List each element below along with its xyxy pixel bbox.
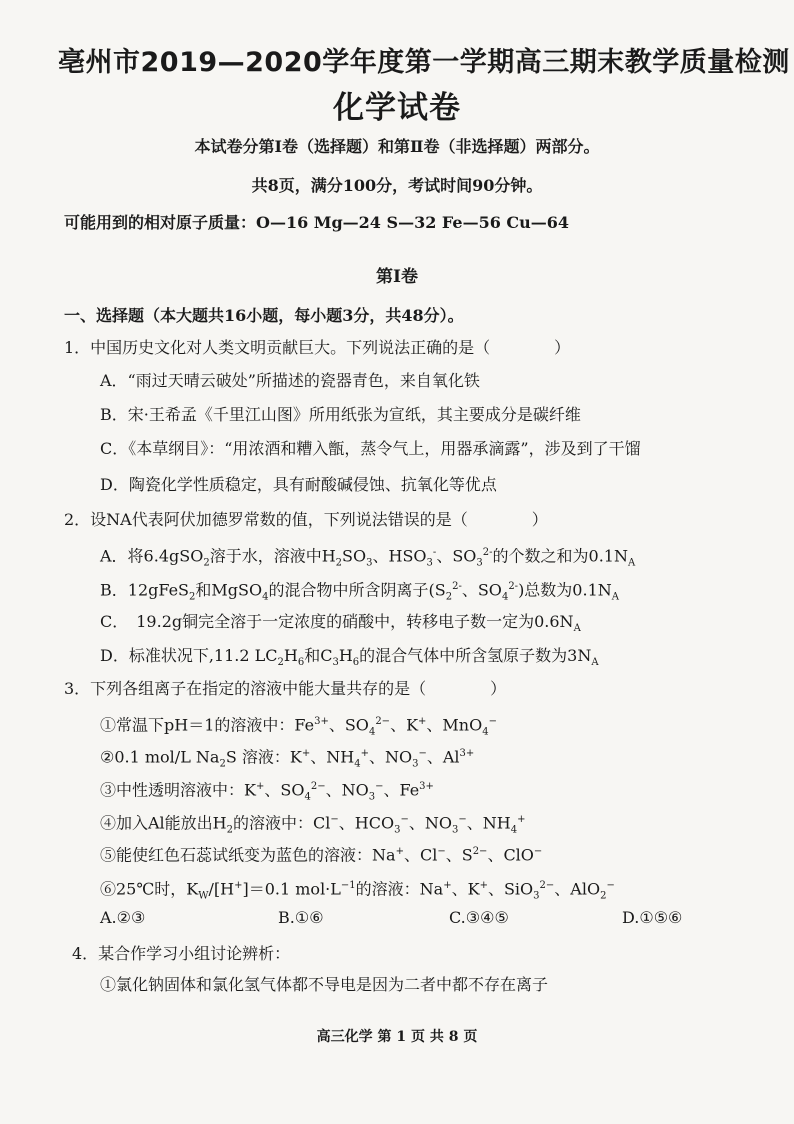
q3-choice-a: A.②③ <box>100 908 146 927</box>
q1-option-c: C．《本草纲目》：“用浓酒和糟入甑，蒸令气上，用器承滴露”，涉及到了干馏 <box>100 439 641 458</box>
q2-option-a: A．将6.4gSO$_2$溶于水，溶液中$H_2SO_3$、$HSO_3^-$、$SO_3^{2-}$的个数之和为$0.1N_A$ <box>100 546 636 569</box>
q4-stem: 4．某合作学习小组讨论辨析： <box>72 944 291 963</box>
q3-item-5: ⑤能使红色石蕊试纸变为蓝色的溶液：Na+、Cl−、$S^{2-}$、ClO− <box>100 845 543 865</box>
q4-item-1: ①氯化钠固体和氯化氢气体都不导电是因为二者中都不存在离子 <box>100 975 549 994</box>
exam-subtitle: 化学试卷 <box>333 90 461 126</box>
q3-stem: 3．下列各组离子在指定的溶液中能大量共存的是（ ） <box>64 679 507 698</box>
q3-item-6: ⑥25℃时，$K_W/[H^+]=0.1$ $mol\cdot L^{-1}$的溶液：Na+、K+、SiO$_3^{2-}$、AlO$_2$− <box>100 879 615 902</box>
intro-line-2: 共8页，满分100分，考试时间90分钟。 <box>251 176 543 195</box>
q2-option-d: D．标准状况下,11.2 $LC_2H_6$和$C_3H_6$的混合气体中所含氢原子数为$3N_A$ <box>100 646 599 669</box>
q2-stem: 2．设NA代表阿伏加德罗常数的值，下列说法错误的是（ ） <box>64 510 548 529</box>
q2-option-c: C． 19.2g铜完全溶于一定浓度的硝酸中，转移电子数一定为$0.6N_A$ <box>100 612 581 635</box>
page-footer: 高三化学 第 1 页 共 8 页 <box>316 1029 478 1045</box>
q3-choice-c: C.③④⑤ <box>449 908 509 927</box>
q3-item-3: ③中性透明溶液中：K+、$SO_4^{2-}$、$NO_3^-$、$Fe^{3+}$ <box>100 780 434 803</box>
q1-stem: 1．中国历史文化对人类文明贡献巨大。下列说法正确的是（ ） <box>64 338 571 357</box>
q1-option-b: B．宋·王希孟《千里江山图》所用纸张为宣纸，其主要成分是碳纤维 <box>100 405 581 424</box>
q1-option-a: A．“雨过天晴云破处”所描述的瓷器青色，来自氧化铁 <box>100 371 480 390</box>
atomic-masses: 可能用到的相对原子质量：O—16 Mg—24 S—32 Fe—56 Cu—64 <box>64 213 570 232</box>
q2-option-b: B．12gFeS$_2$和MgSO$_4$的混合物中所含阴离子($S_2^{2-}$、$SO_4^{2-}$)总数为$0.1N_A$ <box>100 580 619 603</box>
q3-choice-d: D.①⑤⑥ <box>622 908 683 927</box>
volume-heading: 第Ⅰ卷 <box>376 267 418 287</box>
q3-choice-b: B.①⑥ <box>278 908 324 927</box>
section-heading: 一、选择题（本大题共16小题，每小题3分，共48分）。 <box>64 306 464 325</box>
q1-option-d: D．陶瓷化学性质稳定，具有耐酸碱侵蚀、抗氧化等优点 <box>100 475 497 494</box>
q3-item-2: ②0.1 mol/L $Na_2S$ 溶液：K+、$NH_4^+$、$NO_3^-$、$Al^{3+}$ <box>100 747 475 770</box>
exam-title: 亳州市2019—2020学年度第一学期高三期末教学质量检测 <box>58 47 790 78</box>
intro-line-1: 本试卷分第Ⅰ卷（选择题）和第Ⅱ卷（非选择题）两部分。 <box>194 137 600 156</box>
q3-item-4: ④加入Al能放出$H_2$的溶液中：Cl−、$HCO_3^-$、$NO_3^-$、$NH_4^+$ <box>100 813 526 836</box>
q3-item-1: ①常温下pH＝1的溶液中：$Fe^{3+}$、$SO_4^{2-}$、K+、MnO$_4$− <box>100 715 497 738</box>
